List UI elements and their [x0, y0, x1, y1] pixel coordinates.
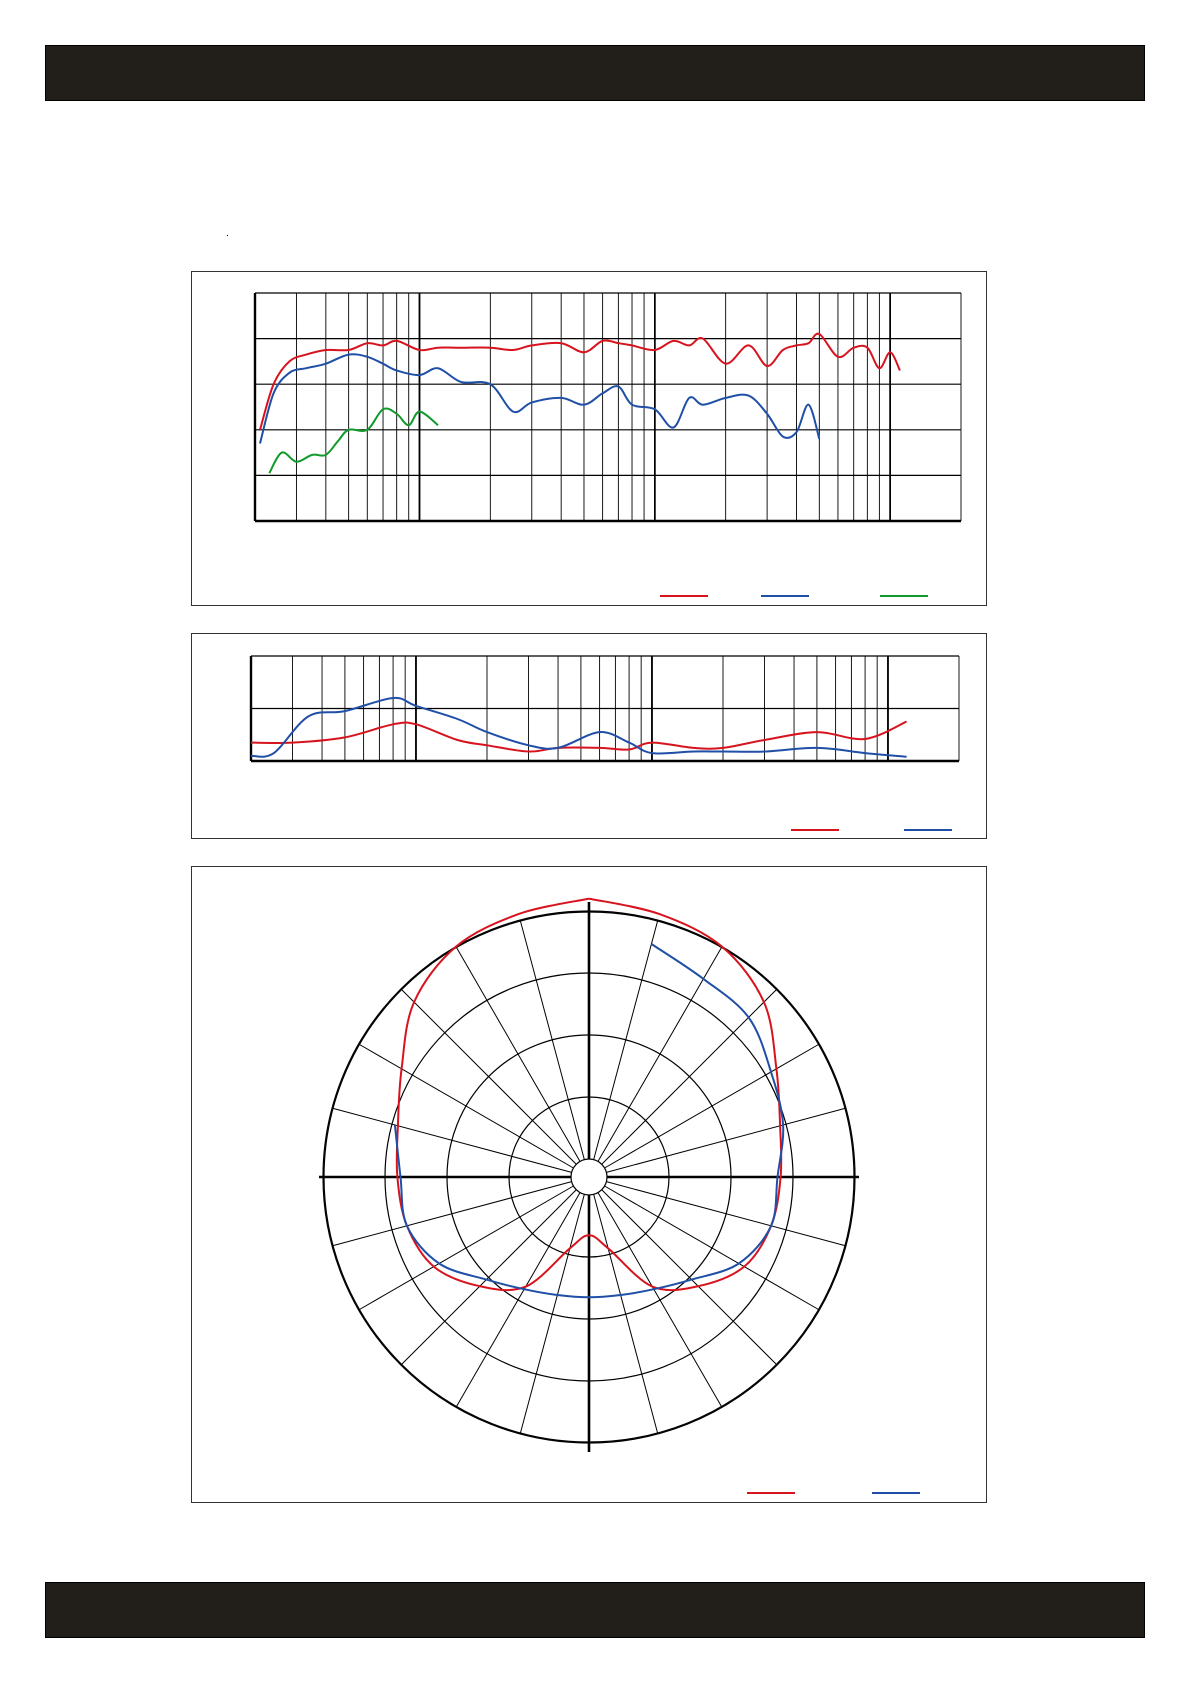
polar-spoke — [605, 1045, 819, 1169]
polar-spoke — [602, 990, 777, 1165]
polar-spoke — [360, 1186, 574, 1310]
polar-spoke — [457, 948, 581, 1162]
polar-spoke — [598, 1193, 722, 1407]
frequency-response-chart — [192, 272, 988, 607]
polar-spoke — [402, 1190, 577, 1365]
fr-series-green — [269, 408, 438, 473]
polar-center-ring — [571, 1159, 607, 1195]
polar-spoke — [402, 990, 577, 1165]
polar-spoke — [602, 1190, 777, 1365]
polar-spoke — [605, 1186, 819, 1310]
header-bar — [45, 45, 1145, 101]
footer-bar — [45, 1582, 1145, 1638]
impedance-chart — [192, 634, 988, 840]
stray-dot — [227, 235, 228, 236]
polar-spoke — [457, 1193, 581, 1407]
frequency-response-panel — [191, 271, 987, 606]
impedance-panel — [191, 633, 987, 839]
polar-spoke — [360, 1045, 574, 1169]
imp-series-red — [251, 722, 907, 752]
polar-chart — [192, 867, 988, 1504]
polar-panel — [191, 866, 987, 1503]
